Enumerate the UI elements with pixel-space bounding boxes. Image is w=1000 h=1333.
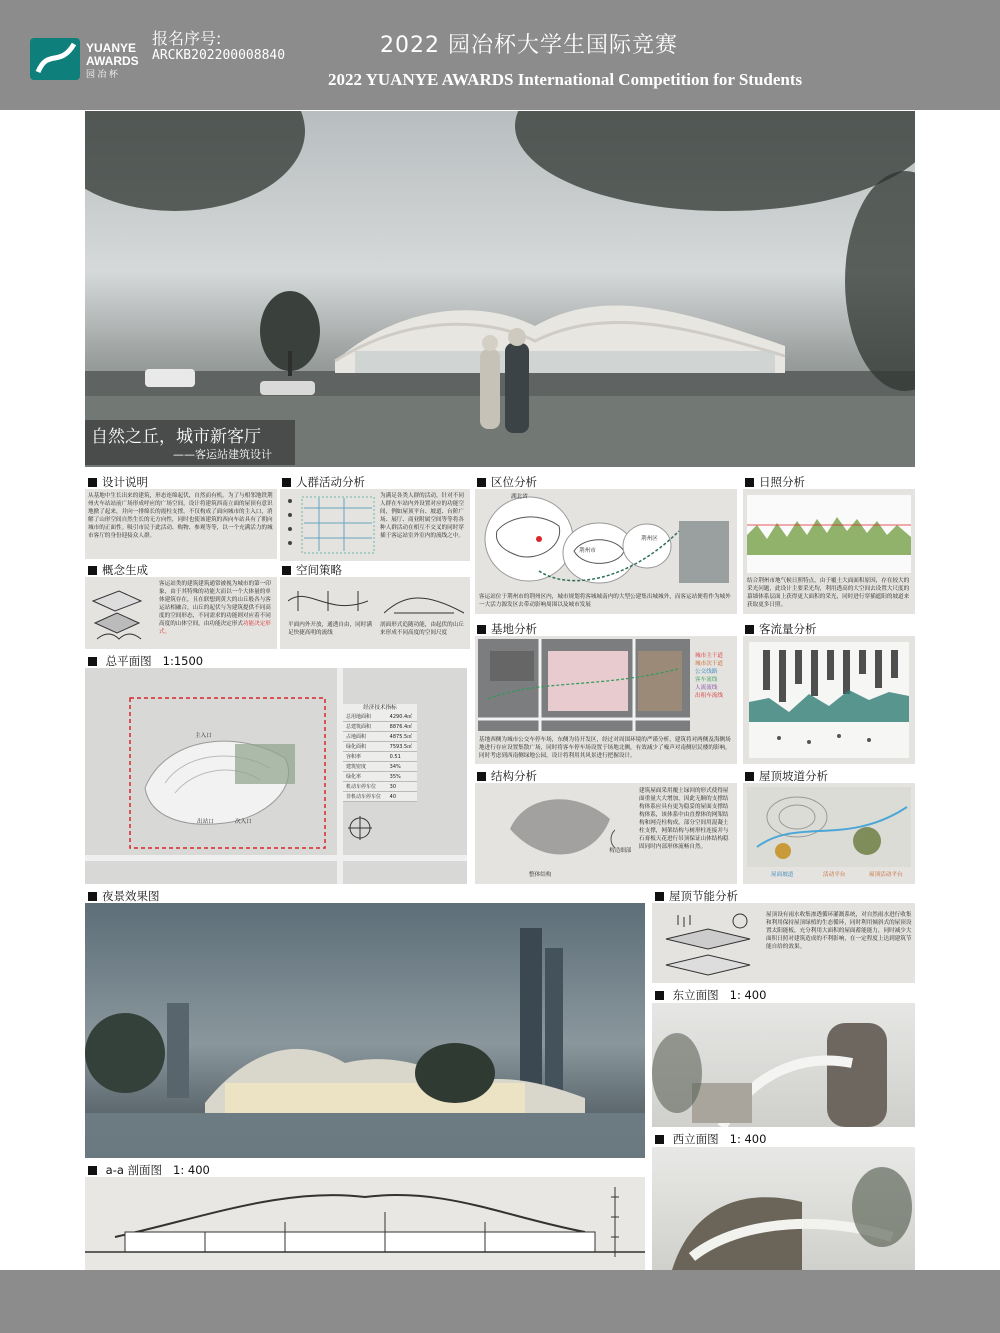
section-night-view: 夜景效果图 [88,889,160,903]
space-strategy-plan-diagram [288,585,368,617]
hero-subtitle: ——客运站建筑设计 [173,448,272,461]
roof-energy-panel [652,903,915,983]
roof-energy-diagram [658,909,758,977]
hero-title: 自然之丘，城市新客厅 [91,427,261,447]
section-space-strategy: 空间策略 [282,563,342,577]
tech-table [343,704,417,802]
concept-text: 客运站类的建筑建筑通常被视为城市的第一印象，由于其特殊的功能大而以一个大体量的单体建筑存在，且在联想到黄大的山丘般各与客运站相融合，山丘的起伏与为建筑提供不同高度的空间形态，不同需求的功能则对应着不同高度的山体空间，由功能决定形式功能决定形式。 [159,581,271,635]
space-strategy-section-diagram [384,585,464,617]
section-aa: a-a 剖面图 1: 400 [88,1163,210,1177]
crowd-analysis-panel [280,489,470,561]
competition-title-en: 2022 YUANYE AWARDS International Competition for Students [328,70,803,89]
section-sunlight-analysis: 日照分析 [745,475,805,489]
concept-diagram [89,583,151,643]
table-row: 容积率 0.51 [343,752,417,762]
space-strategy-text-1: 平面内外开放，通透自由，同时满足快捷高明的流线 [288,622,372,636]
table-row: 占地面积 4875.5㎡ [343,732,417,742]
roof-slope-panel [743,783,915,884]
section-west-elevation: 西立面图 1: 400 [655,1132,766,1146]
roof-slope-diagram [747,787,911,867]
section-design-notes: 设计说明 [88,475,148,489]
site-legend-item: 客车流线 [695,677,718,683]
roof-slope-legend-item: 屋面坡道 [771,872,794,878]
yuanye-logo-icon [30,38,80,80]
site-legend-item: 城市主干道 [695,653,723,659]
location-label-jingzhou-district: 荆州区 [641,536,658,542]
west-elevation-rendering [652,1147,915,1270]
site-legend-item: 出租车流线 [695,693,723,699]
hero-rendering [85,111,915,467]
section-concept: 概念生成 [88,563,148,577]
roof-slope-legend-item: 屋顶活动平台 [869,872,903,878]
roof-energy-text: 屋顶设有雨水收集渗透循环灌溉系统，对自然雨水进行收集和利用保持屋顶绿植的生态循环，同时利用倾斜式的屋顶设置太阳能板，充分利用大面积的屋面蓄能能力，同时减少大面积日照对建筑造成的不利影响，在一定程度上达到建筑节能自给的效果。 [766,912,912,950]
table-row: 机动车停车位 30 [343,782,417,792]
tech-table-title: 经济技术指标 [363,705,397,711]
east-elevation-rendering [652,1003,915,1127]
section-master-plan: 总平面图 1:1500 [88,654,203,668]
site-analysis-text: 基地西侧为城市公交车停车场，东侧为待开发区，经过对周围环境的严谨分析，建筑将对两侧及海侧场地进行存应设置集散广场，同时将客车停车场设置于场地北侧，有效减少了噪声对南侧居民楼的影响，同时考虑到西南侧绿地公园，设计将利用其风景进行把握设计。 [479,737,731,759]
space-strategy-panel [280,577,470,649]
logo-wordmark: YUANYE AWARDS 园 冶 杯 [86,41,139,79]
table-row: 建筑密度 34% [343,762,417,772]
crowd-diagram [284,493,379,557]
registration-label: 报名序号: [152,29,222,48]
plan-label-main-entrance: 主入口 [195,733,212,739]
section-roof-slope: 屋顶坡道分析 [745,769,828,783]
structure-analysis-panel [475,783,737,884]
table-row: 总建筑面积 8876.4㎡ [343,722,417,732]
sunlight-analysis-panel [743,489,915,614]
section-roof-energy: 屋顶节能分析 [655,889,738,903]
structure-label-whole: 整体结构 [529,872,552,878]
site-legend-item: 人流流线 [695,685,718,691]
table-row: 总用地面积 4290.4㎡ [343,712,417,722]
concept-panel [85,577,277,649]
location-label-hubei: 湖北省 [511,494,528,500]
crowd-analysis-text: 为满足各类人群的活动，针对不同人群在车站内外设置对应的功能空间，例如屋顶平台、坡道、台阶广场、展厅、商业附属空间等等将各种人群活动在相互不交叉的同时穿插于客运站室外室内的流线之中。 [380,493,464,539]
registration-number: ARCKB202200008840 [152,48,286,63]
design-notes-panel [85,489,277,559]
sunlight-text: 结合荆州市地气候日照特点，由于覆土大面面积原因，存在较大的采光问题，此设计主要采光均，利用透高的大空间去设置大尺度的幕墙体系层面上获得更大面积的采光，同时进行穿插遮阳的坡道来获取更多日照。 [747,578,910,608]
section-aa-drawing [85,1177,645,1270]
hero-title-box [85,420,295,465]
site-legend-item: 公交线路 [695,669,718,675]
passenger-flow-panel [743,636,915,764]
master-plan-drawing [85,668,467,884]
structure-analysis-text: 建筑屋面采用覆土绿回的形式使得屋面重量大大增加，因此无顺的支撑结构体系应具有更为稳妥的屋面支撑结构体系，该体系中由直撑体的网架结构和网壳柱构成，部分空间用混凝土柱支撑，网架结构与树形柱连接并与石膏板天花进行吊顶保证山体结构稳固同时内部形体流畅自然。 [639,788,729,850]
section-east-elevation: 东立面图 1: 400 [655,988,766,1002]
design-notes-text: 从基地中生长出来的建筑，形态连绵起伏，自然而有机。为了与相邻地铁荆州火车站站前广场形成呼应的广场空间，设计将建筑西南立面的屋顶有意识地掀了起来，并向一排绵长的霞柱支撑。不仅构成了面向城市的主入口，消解了山形空间自然生长的无方向性，同时也使该建筑的西向车站具有了朝向城市的正面性。吸引市民于此活动、购物、参观等等，以一个充满活力的城市客厅的身份迎接众人群。 [88,493,273,539]
space-strategy-text-2: 剖面形式追随功能，由起伏的山丘来形成不同高度的空间尺度 [380,622,464,636]
plan-label-secondary-entrance: 次入口 [235,819,252,825]
table-row: 非机动车停车位 40 [343,792,417,802]
site-legend-item: 城市次干道 [695,661,723,667]
footer-bar [0,1270,1000,1333]
section-site-analysis: 基地分析 [477,622,537,636]
location-label-jingzhou-city: 荆州市 [579,548,596,554]
site-map [478,639,690,731]
passenger-flow-chart [749,642,909,758]
competition-title-cn: 2022 园冶杯大学生国际竞赛 [380,33,678,58]
structure-label-detail: 构造细部 [609,848,632,854]
structure-diagram [505,789,615,869]
section-passenger-flow: 客流量分析 [745,622,817,636]
site-analysis-panel [475,636,737,764]
section-crowd-analysis: 人群活动分析 [282,475,365,489]
section-location-analysis: 区位分析 [477,475,537,489]
tech-table-grid [343,712,417,802]
location-analysis-panel [475,489,737,614]
night-view-rendering [85,903,645,1158]
site-legend [695,652,723,700]
table-row: 绿化面积 7593.5㎡ [343,742,417,752]
location-map [479,491,733,587]
sunlight-chart [747,495,911,573]
section-structure-analysis: 结构分析 [477,769,537,783]
roof-slope-legend-item: 活动平台 [823,872,846,878]
table-row: 绿化率 35% [343,772,417,782]
location-analysis-text: 客运站位于荆州市的荆州区内，城市规划将客城城南内的大型公建集出城城外，而客运站便将作为城外一大活力源发区去带动影响周围以及城市发展 [479,594,731,608]
plan-label-exit: 出站口 [197,819,214,825]
concept-highlight: 功能决定形式。 [159,621,271,635]
